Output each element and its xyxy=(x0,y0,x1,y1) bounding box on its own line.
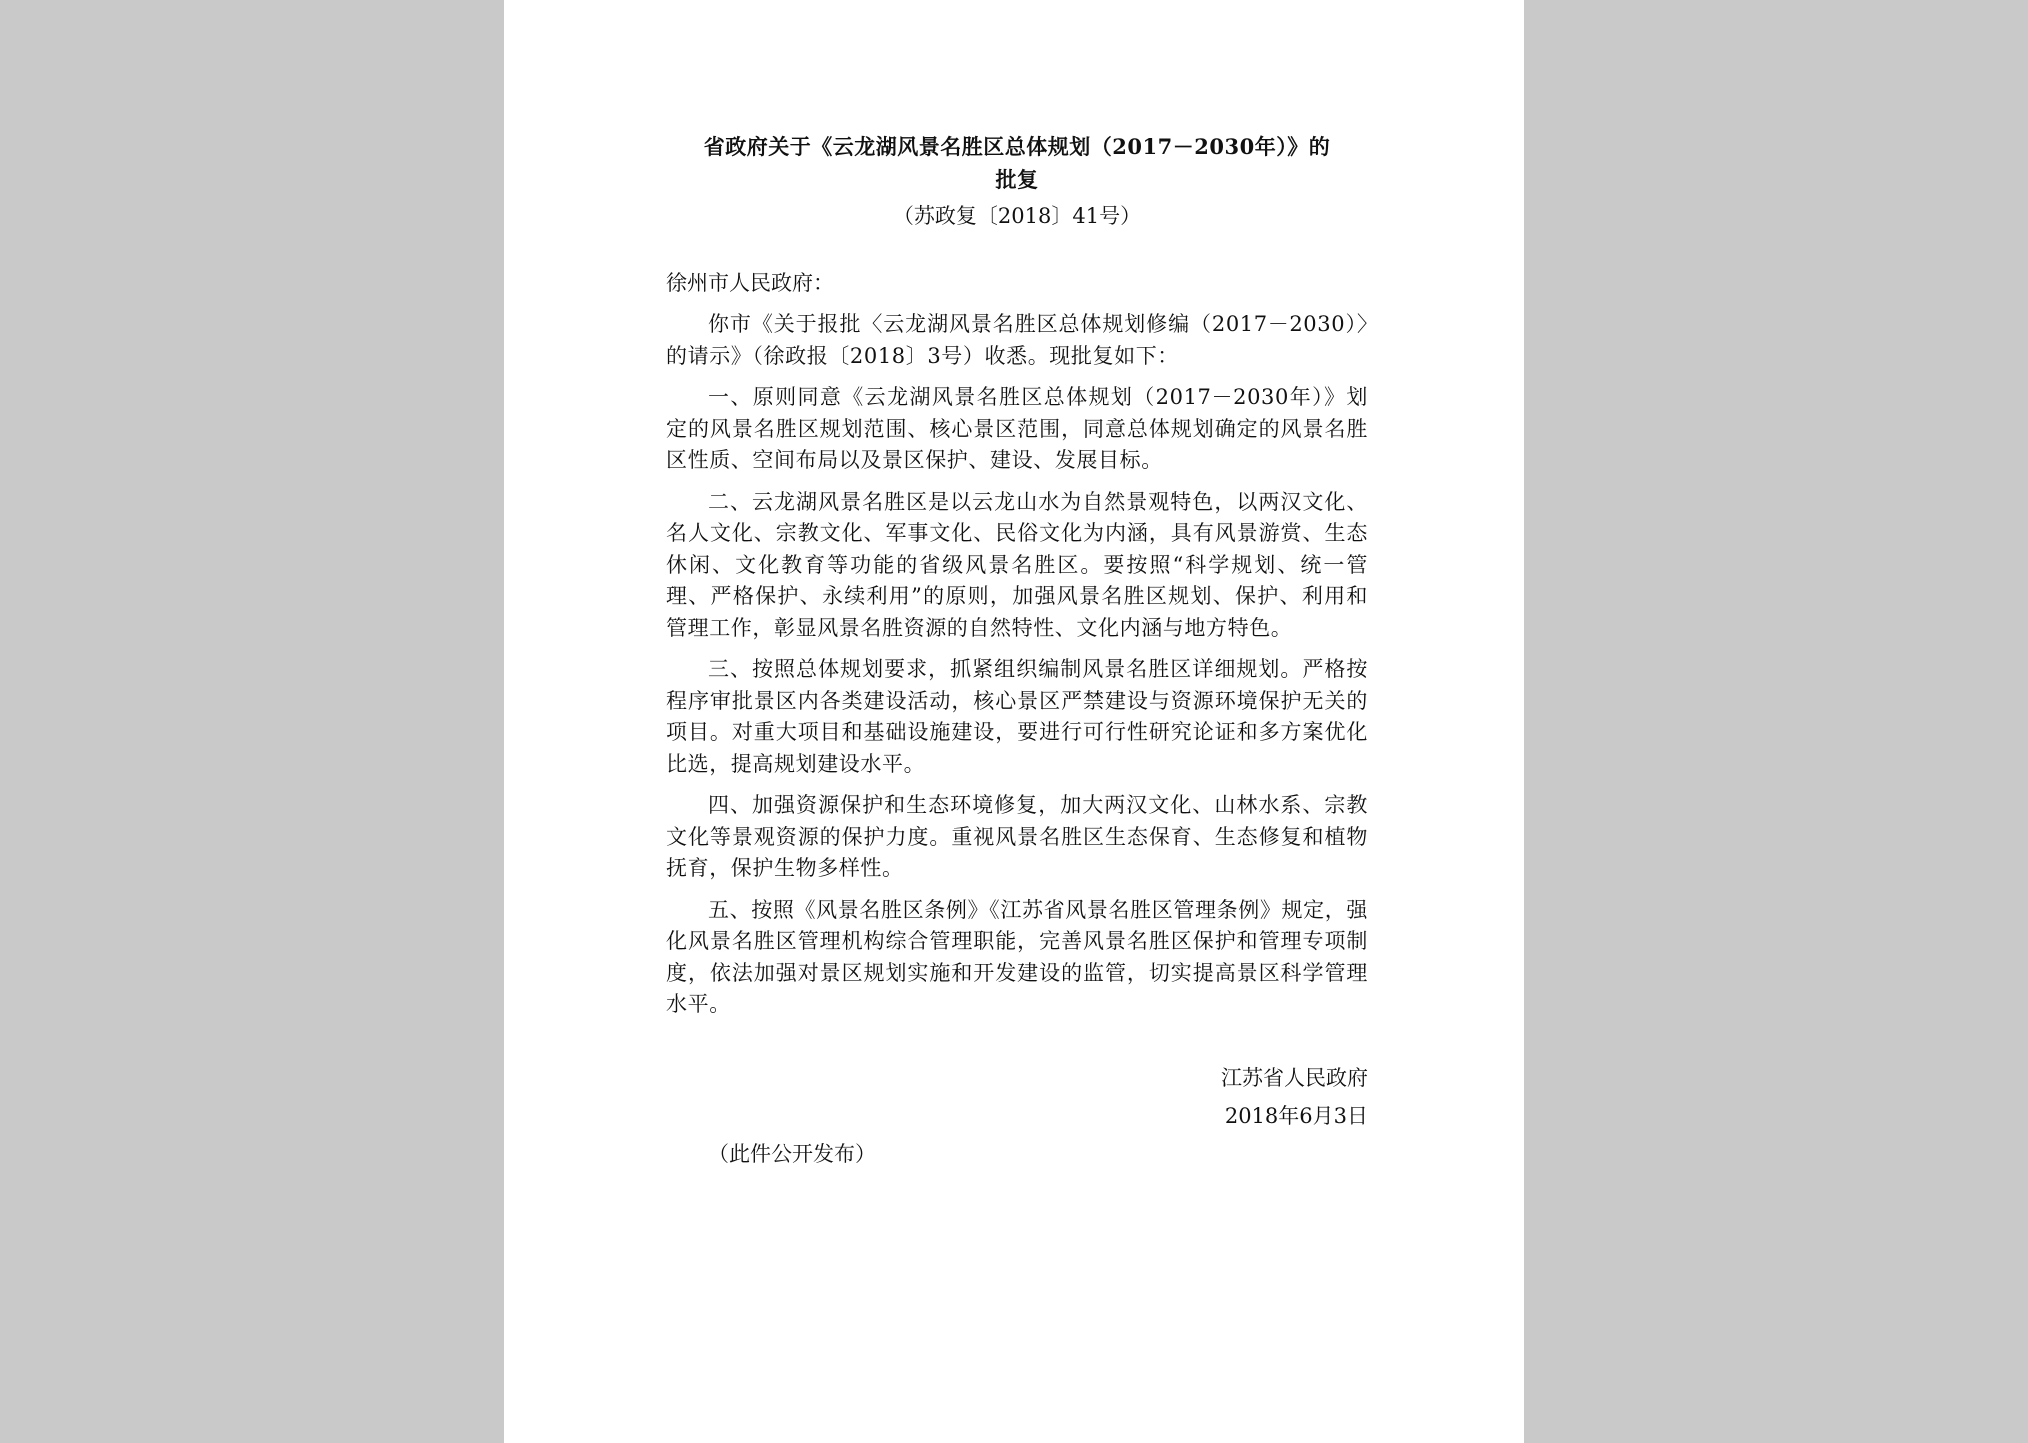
addressee: 徐州市人民政府： xyxy=(666,271,834,295)
paragraph-1: 一、原则同意《云龙湖风景名胜区总体规划（2017－2030年）》划定的风景名胜区规划范围、核心景区范围，同意总体规划确定的风景名胜区性质、空间布局以及景区保护、建设、发展目标。 xyxy=(666,385,1368,472)
paragraph-4: 四、加强资源保护和生态环境修复，加大两汉文化、山林水系、宗教文化等景观资源的保护力度。重视风景名胜区生态保育、生态修复和植物抚育，保护生物多样性。 xyxy=(666,793,1368,880)
paragraph-3: 三、按照总体规划要求，抓紧组织编制风景名胜区详细规划。严格按程序审批景区内各类建设活动，核心景区严禁建设与资源环境保护无关的项目。对重大项目和基础设施建设，要进行可行性研究论证和多方案优化比选，提高规划建设水平。 xyxy=(666,657,1368,776)
document-content xyxy=(666,130,1368,1173)
signature-block xyxy=(666,1059,1368,1135)
document-title xyxy=(666,130,1368,196)
paragraph-intro: 你市《关于报批〈云龙湖风景名胜区总体规划修编（2017－2030）〉的请示》（徐政报〔2018〕3号）收悉。现批复如下： xyxy=(666,312,1368,368)
title-line-1: 省政府关于《云龙湖风景名胜区总体规划（2017－2030年）》的 xyxy=(703,134,1331,159)
title-line-2: 批复 xyxy=(995,167,1039,192)
paragraph-5: 五、按照《风景名胜区条例》《江苏省风景名胜区管理条例》规定，强化风景名胜区管理机构综合管理职能，完善风景名胜区保护和管理专项制度，依法加强对景区规划实施和开发建设的监管，切实提高景区科学管理水平。 xyxy=(666,897,1368,1016)
issue-date: 2018年6月3日 xyxy=(1224,1103,1368,1128)
publication-note: （此件公开发布） xyxy=(708,1141,876,1166)
signer: 江苏省人民政府 xyxy=(1221,1065,1368,1090)
document-page xyxy=(504,0,1524,1443)
document-number: （苏政复〔2018〕41号） xyxy=(892,204,1142,228)
paragraph-2: 二、云龙湖风景名胜区是以云龙山水为自然景观特色，以两汉文化、名人文化、宗教文化、军事文化、民俗文化为内涵，具有风景游赏、生态休闲、文化教育等功能的省级风景名胜区。要按照“科学规划、统一管理、严格保护、永续利用”的原则，加强风景名胜区规划、保护、利用和管理工作，彰显风景名胜资源的自然特性、文化内涵与地方特色。 xyxy=(666,489,1368,640)
